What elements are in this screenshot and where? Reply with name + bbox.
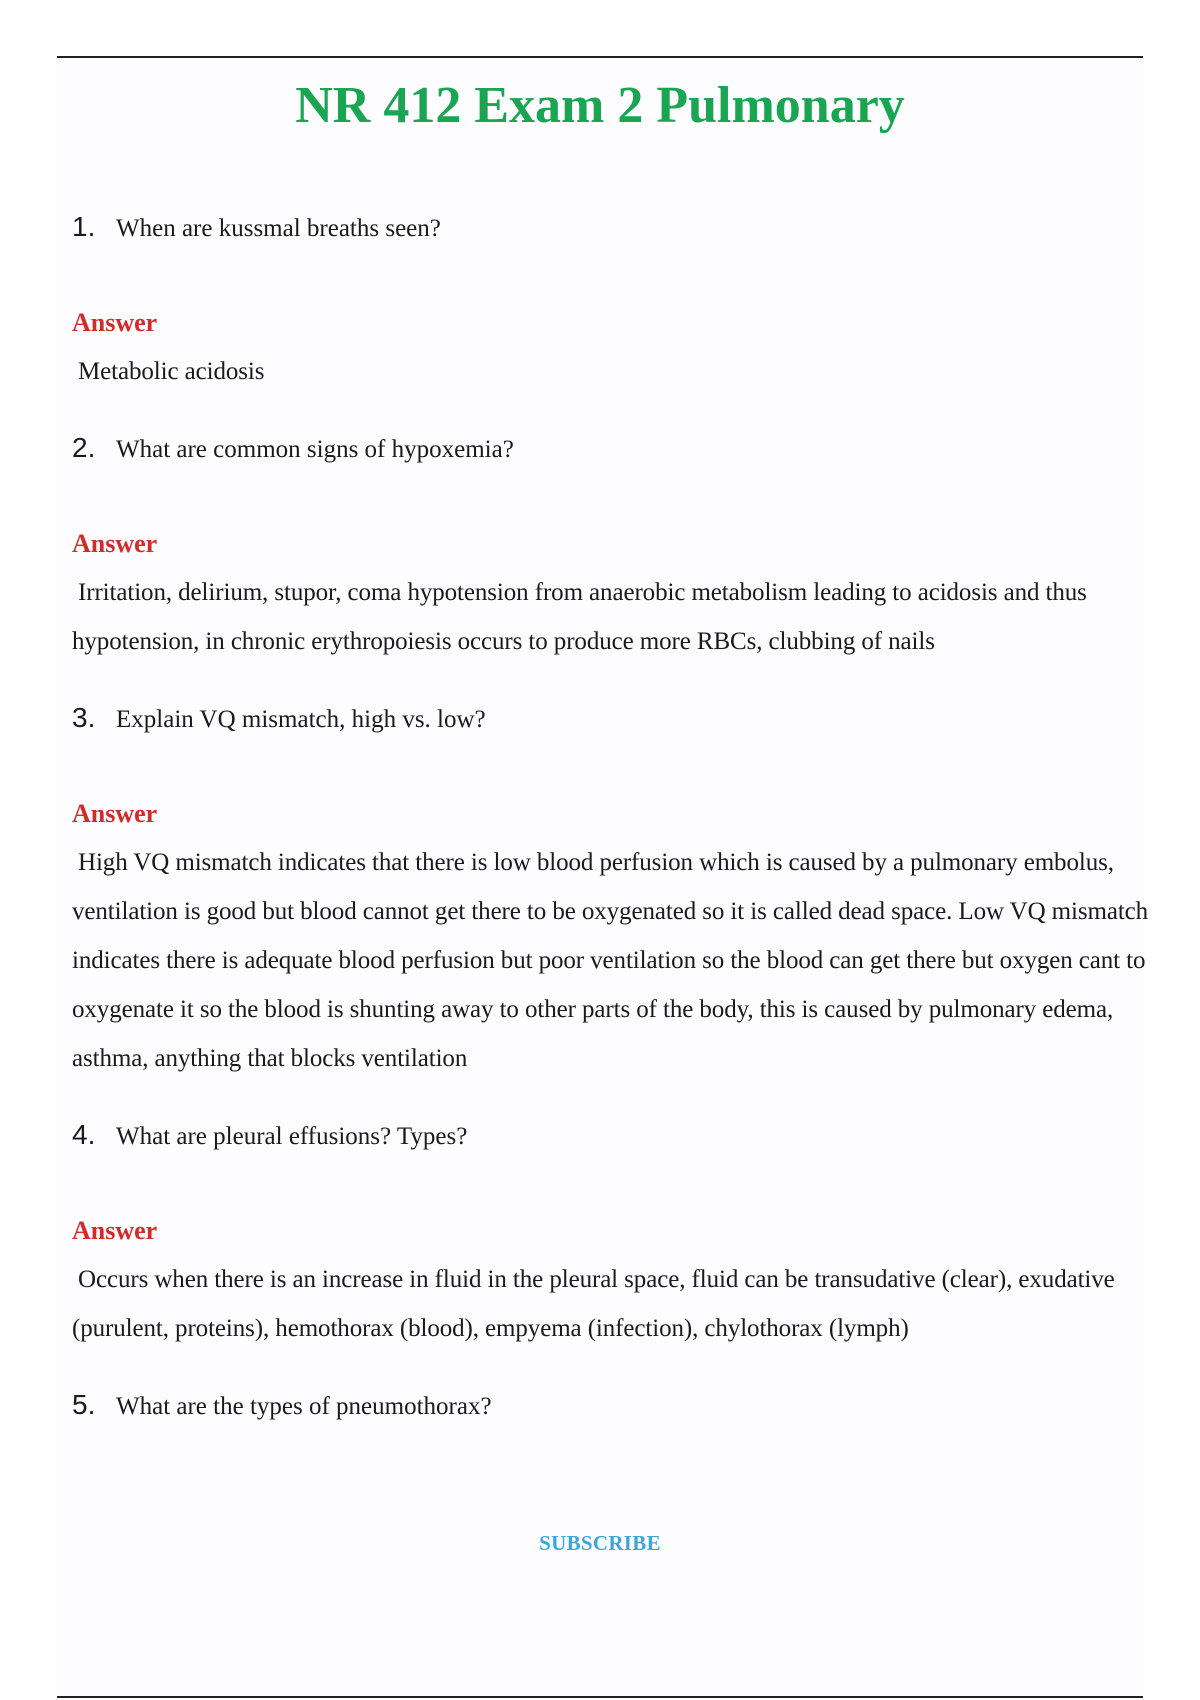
qa-item-1 [72,205,1162,426]
question-text: What are the types of pneumothorax? [116,1393,492,1420]
qa-item-4 [72,1113,1162,1383]
qa-list [72,205,1162,1429]
answer-text: Irritation, delirium, stupor, coma hypotension from anaerobic metabolism leading to acidosis and thus hypotension, in chronic erythropoiesis occurs to produce more RBCs, clubbing of nails [72,579,1087,655]
answer-label: Answer [72,529,158,558]
qa-item-2 [72,426,1162,696]
top-rule [57,56,1143,58]
qa-item-3 [72,696,1162,1113]
question-number: 4. [72,1119,96,1150]
question-number: 2. [72,432,96,463]
question-text: What are pleural effusions? Types? [116,1123,468,1150]
subscribe-link[interactable]: SUBSCRIBE [539,1531,661,1555]
question-text: What are common signs of hypoxemia? [116,436,514,463]
question-number: 5. [72,1389,96,1420]
answer-text: Occurs when there is an increase in fluid in the pleural space, fluid can be transudative (clear), exudative (purulent, proteins), hemothorax (blood), empyema (infection), chylothorax (lymph) [72,1266,1115,1342]
document-title: NR 412 Exam 2 Pulmonary [295,77,905,134]
question [72,1113,1162,1159]
answer-label: Answer [72,308,158,337]
question-number: 3. [72,702,96,733]
qa-item-5 [72,1383,1162,1429]
question [72,205,1162,251]
answer-text: Metabolic acidosis [78,358,265,385]
answer-label: Answer [72,799,158,828]
question-number: 1. [72,211,96,242]
answer-label: Answer [72,1216,158,1245]
bottom-rule [57,1696,1143,1698]
question-text: Explain VQ mismatch, high vs. low? [116,706,486,733]
answer-text: High VQ mismatch indicates that there is low blood perfusion which is caused by a pulmonary embolus, ventilation is good but blood cannot get there to be oxygenated so it is called dead space. Low VQ mismatch indicates there is adequate blood perfusion but poor ventilation so the blood can get there but oxygen cant to oxygenate it so the blood is shunting away to other parts of the body, this is caused by pulmonary edema, asthma, anything that blocks ventilation [72,849,1149,1072]
question [72,1383,1162,1429]
question-text: When are kussmal breaths seen? [116,215,441,242]
question [72,696,1162,742]
question [72,426,1162,472]
